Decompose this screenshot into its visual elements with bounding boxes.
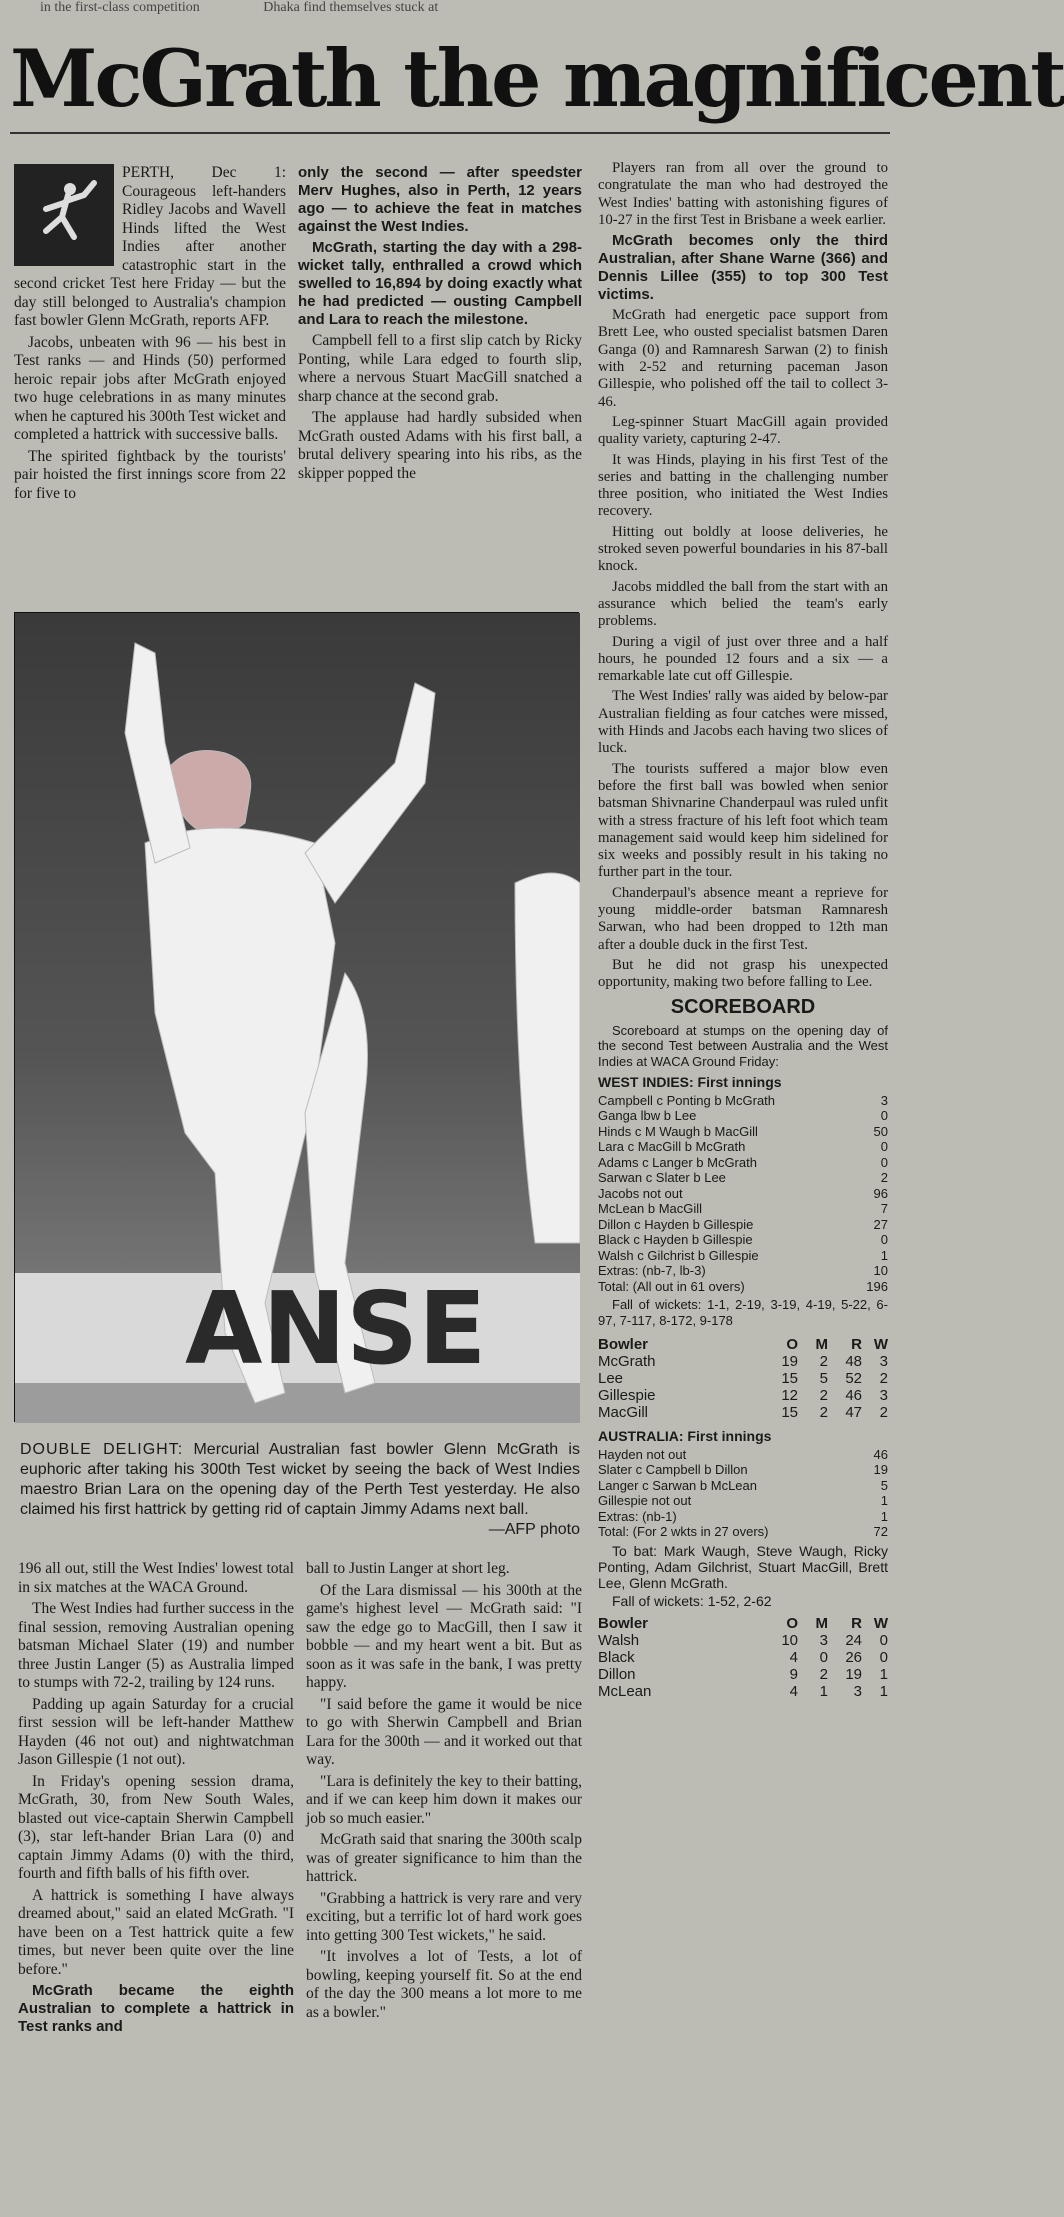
bowling-figure: 47 bbox=[845, 1404, 862, 1422]
batsman-dismissal: Dillon c Hayden b Gillespie bbox=[598, 1216, 754, 1232]
runs: 7 bbox=[880, 1201, 888, 1217]
bowling-row bbox=[598, 1632, 888, 1649]
bowling-figure: 19 bbox=[781, 1353, 798, 1371]
batsman-dismissal: Langer c Sarwan b McLean bbox=[598, 1477, 757, 1493]
article-column-2-cont bbox=[306, 1560, 582, 2025]
caption-text: Mercurial Australian fast bowler Glenn McGrath is euphoric after taking his 300th Test wicket by seeing the back of West Indies maestro Brian Lara on the opening day of the Perth Test yesterday. He also claimed his first hattrick by getting rid of captain Jimmy Adams next ball. bbox=[20, 1441, 580, 1518]
runs: 96 bbox=[873, 1185, 888, 1201]
scoreboard-title: SCOREBOARD bbox=[670, 996, 816, 1019]
runs: 0 bbox=[880, 1108, 888, 1124]
bowling-figure: 0 bbox=[879, 1632, 888, 1650]
cricket-bowler-icon bbox=[14, 164, 114, 266]
batsman-dismissal: Gillespie not out bbox=[598, 1493, 692, 1509]
batsman-dismissal: Hayden not out bbox=[598, 1446, 687, 1462]
bowling-figure: 2 bbox=[819, 1353, 828, 1371]
batsman-dismissal: Lara c MacGill b McGrath bbox=[598, 1139, 746, 1155]
paragraph: Campbell fell to a first slip catch by Ricky Ponting, while Lara edged to fourth slip, where a nervous Stuart MacGill snatched a sharp chance at the second grab. bbox=[298, 332, 582, 405]
bowling-figure: 3 bbox=[879, 1353, 888, 1371]
paragraph: The West Indies had further success in the final session, removing Australian opening batsman Michael Slater (19) and number three Justin Langer (5) as Australia limped to stumps with 72-2, trailing by 124 runs. bbox=[18, 1600, 294, 1691]
bowling-header-cell: Bowler bbox=[598, 1336, 649, 1354]
scoreboard-row bbox=[598, 1447, 888, 1463]
runs: 46 bbox=[873, 1446, 888, 1462]
bowling-header-cell: O bbox=[786, 1336, 798, 1354]
scoreboard-row bbox=[598, 1124, 888, 1140]
batsman-dismissal: Walsh c Gilchrist b Gillespie bbox=[598, 1247, 759, 1263]
batsman-dismissal: Slater c Campbell b Dillon bbox=[598, 1462, 748, 1478]
paragraph: McGrath said that snaring the 300th scalp was of greater significance to him than the hattrick. bbox=[306, 1831, 582, 1885]
paragraph: In Friday's opening session drama, McGrath, 30, from New South Wales, blasted out vice-captain Sherwin Campbell (3), star left-hander Brian Lara (0) and captain Jimmy Adams (0) with the third, fourth and fifth balls of his fifth over. bbox=[18, 1772, 294, 1882]
scoreboard-row bbox=[598, 1170, 888, 1186]
photo-caption bbox=[20, 1440, 580, 1540]
bowler-name: Black bbox=[598, 1649, 635, 1667]
bowling-figure: 12 bbox=[781, 1387, 798, 1405]
bowler-name: McLean bbox=[598, 1683, 652, 1701]
batsman-dismissal: Ganga lbw b Lee bbox=[598, 1108, 697, 1124]
paragraph: Jacobs middled the ball from the start with an assurance which belied the team's early problems. bbox=[598, 578, 888, 630]
scoreboard-row bbox=[598, 1217, 888, 1233]
bowling-figure: 10 bbox=[781, 1632, 798, 1650]
bowling-figure: 26 bbox=[845, 1649, 862, 1667]
scoreboard-row bbox=[598, 1279, 888, 1295]
paragraph: Leg-spinner Stuart MacGill again provided quality variety, capturing 2-47. bbox=[598, 413, 888, 448]
runs: 19 bbox=[873, 1462, 888, 1478]
paragraph: Chanderpaul's absence meant a reprieve for young middle-order batsman Ramnaresh Sarwan, who had been dropped to 12th man after a double duck in the first Test. bbox=[598, 884, 888, 953]
paragraph: "Lara is definitely the key to their batting, and if we can keep him down it makes our job so much easier." bbox=[306, 1772, 582, 1827]
runs: 2 bbox=[880, 1170, 888, 1186]
scoreboard-row bbox=[598, 1093, 888, 1109]
scoreboard-row bbox=[598, 1186, 888, 1202]
bowling-figure: 1 bbox=[819, 1683, 828, 1701]
paragraph: Of the Lara dismissal — his 300th at the game's highest level — McGrath said: "I saw the edge go to MacGill, then I saw it bobble — and my heart went a bit. But as soon as it was safe in the bank, I was pretty happy. bbox=[306, 1581, 582, 1691]
paragraph: The tourists suffered a major blow even before the first ball was bowled when senior batsman Shivnarine Chanderpaul was ruled unfit with a stress fracture of his left foot which team management said would keep him sidelined for six weeks and possibly result in his taking no further part in the tour. bbox=[598, 760, 888, 881]
batsman-dismissal: Total: (For 2 wkts in 27 overs) bbox=[598, 1524, 769, 1540]
bowling-figure: 3 bbox=[853, 1683, 862, 1701]
bowling-row bbox=[598, 1649, 888, 1666]
batsman-dismissal: Extras: (nb-7, lb-3) bbox=[598, 1263, 706, 1279]
paragraph: During a vigil of just over three and a half hours, he pounded 12 fours and a six — a remarkable late cut off Gillespie. bbox=[598, 633, 888, 685]
wi-bowling-list bbox=[598, 1632, 888, 1700]
paragraph: McGrath had energetic pace support from Brett Lee, who ousted specialist batsmen Daren Ganga (0) and Ramnaresh Sarwan (2) to finish with 2-52 and returning paceman Jason Gillespie, who polished off the tail to collect 3-46. bbox=[598, 307, 888, 410]
scoreboard bbox=[598, 1023, 888, 1701]
bowling-row bbox=[598, 1666, 888, 1683]
stadium-banner: ANSE bbox=[185, 1270, 487, 1387]
scoreboard-row bbox=[598, 1478, 888, 1494]
bowling-header-cell: R bbox=[851, 1336, 862, 1354]
paragraph: It was Hinds, playing in his first Test of the series and batting in the challenging number three position, who initiated the West Indies recovery. bbox=[598, 451, 888, 520]
bowling-figure: 24 bbox=[845, 1632, 862, 1650]
scoreboard-row bbox=[598, 1263, 888, 1279]
bowler-name: McGrath bbox=[598, 1353, 656, 1371]
bowling-figure: 2 bbox=[879, 1404, 888, 1422]
scoreboard-row bbox=[598, 1108, 888, 1124]
top-strip-right: Dhaka find themselves stuck at bbox=[263, 0, 439, 15]
aus-bowling-list bbox=[598, 1353, 888, 1421]
wi-innings-heading: WEST INDIES: First innings bbox=[598, 1074, 782, 1091]
bowling-figure: 2 bbox=[879, 1370, 888, 1388]
bowling-figure: 4 bbox=[789, 1683, 798, 1701]
bowler-name: Walsh bbox=[598, 1632, 640, 1650]
bowling-header-cell: R bbox=[851, 1615, 862, 1633]
bowling-row bbox=[598, 1404, 888, 1421]
bowler-name: MacGill bbox=[598, 1404, 649, 1422]
paragraph-bold: McGrath, starting the day with a 298-wicket tally, enthralled a crowd which swelled to 16,894 by doing exactly what he had predicted — ousting Campbell and Lara to reach the milestone. bbox=[298, 239, 582, 328]
headline: McGrath the magnificent bbox=[10, 32, 1064, 125]
bowling-figure: 15 bbox=[781, 1370, 798, 1388]
bowling-row bbox=[598, 1387, 888, 1404]
runs: 0 bbox=[880, 1139, 888, 1155]
bowler-name: Gillespie bbox=[598, 1387, 656, 1405]
runs: 10 bbox=[873, 1263, 888, 1279]
bowling-figure: 19 bbox=[845, 1666, 862, 1684]
bowling-figure: 15 bbox=[781, 1404, 798, 1422]
wi-batting-list bbox=[598, 1093, 888, 1295]
paragraph-bold: McGrath becomes only the third Australian, after Shane Warne (366) and Dennis Lillee (355) to top 300 Test victims. bbox=[598, 232, 888, 304]
bowling-row bbox=[598, 1353, 888, 1370]
runs: 0 bbox=[880, 1232, 888, 1248]
bowler-name: Lee bbox=[598, 1370, 624, 1388]
caption-lead: DOUBLE DELIGHT: bbox=[20, 1441, 184, 1458]
runs: 3 bbox=[880, 1092, 888, 1108]
paragraph: The West Indies' rally was aided by below-par Australian fielding as four catches were missed, with Hinds and Jacobs each having two slices of luck. bbox=[598, 688, 888, 757]
bowling-figure: 48 bbox=[845, 1353, 862, 1371]
paragraph: The spirited fightback by the tourists' pair hoisted the first innings score from 22 for five to bbox=[14, 447, 286, 502]
bowling-row bbox=[598, 1683, 888, 1700]
runs: 72 bbox=[873, 1524, 888, 1540]
batsman-dismissal: McLean b MacGill bbox=[598, 1201, 703, 1217]
scoreboard-row bbox=[598, 1155, 888, 1171]
bowling-header-cell: W bbox=[873, 1615, 888, 1633]
scoreboard-row bbox=[598, 1462, 888, 1478]
batsman-dismissal: Campbell c Ponting b McGrath bbox=[598, 1092, 776, 1108]
bowling-figure: 1 bbox=[879, 1666, 888, 1684]
bowling-header-cell: O bbox=[786, 1615, 798, 1633]
paragraph: A hattrick is something I have always dreamed about," said an elated McGrath. "I have been on a Test hattrick quite a few times, but never been quite over the line before." bbox=[18, 1886, 294, 1978]
paragraph: "Grabbing a hattrick is very rare and very exciting, but a terrific lot of hard work goes into getting 300 Test wickets," he said. bbox=[306, 1889, 582, 1944]
bowling-figure: 3 bbox=[879, 1387, 888, 1405]
runs: 0 bbox=[880, 1154, 888, 1170]
bowling-row bbox=[598, 1370, 888, 1387]
aus-to-bat: To bat: Mark Waugh, Steve Waugh, Ricky Ponting, Adam Gilchrist, Stuart MacGill, Brett Lee, Glenn McGrath. bbox=[598, 1542, 888, 1591]
bowling-header-cell: M bbox=[815, 1615, 828, 1633]
bowling-figure: 0 bbox=[819, 1649, 828, 1667]
paragraph: But he did not grasp his unexpected opportunity, making two before falling to Lee. bbox=[598, 956, 888, 991]
paragraph: Hitting out boldly at loose deliveries, he stroked seven powerful boundaries in his 87-ball knock. bbox=[598, 523, 888, 575]
aus-fall-of-wickets: Fall of wickets: 1-52, 2-62 bbox=[612, 1592, 772, 1609]
runs: 27 bbox=[873, 1216, 888, 1232]
scoreboard-intro: Scoreboard at stumps on the opening day of the second Test between Australia and the West Indies at WACA Ground Friday: bbox=[598, 1022, 888, 1069]
paragraph: ball to Justin Langer at short leg. bbox=[306, 1560, 510, 1577]
bowling-figure: 52 bbox=[845, 1370, 862, 1388]
article-column-1-cont bbox=[18, 1560, 294, 2039]
bowling-header bbox=[598, 1615, 888, 1632]
scoreboard-row bbox=[598, 1493, 888, 1509]
scoreboard-row bbox=[598, 1248, 888, 1264]
bowling-header-cell: W bbox=[873, 1336, 888, 1354]
paragraph: Padding up again Saturday for a crucial first session will be left-hander Matthew Hayden (46 not out) and nightwatchman Jason Gillespie (1 not out). bbox=[18, 1695, 294, 1768]
bowling-figure: 4 bbox=[789, 1649, 798, 1667]
paragraph: The applause had hardly subsided when McGrath ousted Adams with his first ball, a brutal delivery spearing into his ribs, as the skipper popped the bbox=[298, 409, 582, 482]
batsman-dismissal: Total: (All out in 61 overs) bbox=[598, 1278, 745, 1294]
runs: 50 bbox=[873, 1123, 888, 1139]
headline-rule bbox=[10, 132, 890, 134]
scoreboard-row bbox=[598, 1509, 888, 1525]
scoreboard-row bbox=[598, 1232, 888, 1248]
bowling-figure: 5 bbox=[819, 1370, 828, 1388]
bowling-header bbox=[598, 1336, 888, 1353]
paragraph: 196 all out, still the West Indies' lowest total in six matches at the WACA Ground. bbox=[18, 1560, 294, 1596]
bowling-figure: 2 bbox=[819, 1666, 828, 1684]
scoreboard-row bbox=[598, 1524, 888, 1540]
article-column-3 bbox=[598, 160, 888, 1700]
bowling-header-cell: Bowler bbox=[598, 1615, 649, 1633]
top-strip-left: in the first-class competition bbox=[40, 0, 200, 15]
bowling-figure: 46 bbox=[845, 1387, 862, 1405]
runs: 196 bbox=[866, 1278, 888, 1294]
batsman-dismissal: Jacobs not out bbox=[598, 1185, 683, 1201]
bowling-figure: 0 bbox=[879, 1649, 888, 1667]
paragraph: Players ran from all over the ground to congratulate the man who had destroyed the West Indies' batting with astonishing figures of 10-27 in the first Test in Brisbane a week earlier. bbox=[598, 160, 888, 228]
batsman-dismissal: Adams c Langer b McGrath bbox=[598, 1154, 757, 1170]
paragraph: PERTH, Dec 1: Courageous left-handers Ridley Jacobs and Wavell Hinds lifted the West Indies after another catastrophic start in the second cricket Test here Friday — but the day still belonged to Australia's champion fast bowler Glenn McGrath, reports AFP. bbox=[14, 164, 286, 329]
paragraph-bold: only the second — after speedster Merv Hughes, also in Perth, 12 years ago — to achieve the feat in matches against the West Indies. bbox=[298, 164, 582, 235]
bowling-figure: 1 bbox=[879, 1683, 888, 1701]
batsman-dismissal: Sarwan c Slater b Lee bbox=[598, 1170, 726, 1186]
bowling-figure: 2 bbox=[819, 1404, 828, 1422]
bowling-header-cell: M bbox=[815, 1336, 828, 1354]
paragraph: Jacobs, unbeaten with 96 — his best in Test ranks — and Hinds (50) performed heroic repair jobs after McGrath enjoyed two huge celebrations in as many minutes when he captured his 300th Test wicket and completed a hattrick with successive balls. bbox=[14, 333, 286, 443]
bowler-name: Dillon bbox=[598, 1666, 636, 1684]
bowling-figure: 3 bbox=[819, 1632, 828, 1650]
article-column-1 bbox=[14, 164, 286, 506]
runs: 1 bbox=[880, 1247, 888, 1263]
runs: 1 bbox=[880, 1493, 888, 1509]
paragraph: "It involves a lot of Tests, a lot of bowling, keeping yourself fit. So at the end of the day the 300 means a lot more to me as a bowler." bbox=[306, 1948, 582, 2021]
aus-innings-heading: AUSTRALIA: First innings bbox=[598, 1428, 772, 1445]
top-strip bbox=[0, 0, 899, 18]
photo-credit: —AFP photo bbox=[488, 1521, 580, 1538]
mcgrath-photo bbox=[14, 612, 579, 1422]
scoreboard-row bbox=[598, 1201, 888, 1217]
runs: 5 bbox=[880, 1477, 888, 1493]
article-column-2 bbox=[298, 164, 582, 486]
batsman-dismissal: Extras: (nb-1) bbox=[598, 1508, 677, 1524]
runs: 1 bbox=[880, 1508, 888, 1524]
bowling-figure: 2 bbox=[819, 1387, 828, 1405]
scoreboard-row bbox=[598, 1139, 888, 1155]
bowling-figure: 9 bbox=[789, 1666, 798, 1684]
batsman-dismissal: Hinds c M Waugh b MacGill bbox=[598, 1123, 758, 1139]
paragraph-bold: McGrath became the eighth Australian to complete a hattrick in Test ranks and bbox=[18, 1982, 294, 2035]
paragraph: "I said before the game it would be nice to go with Sherwin Campbell and Brian Lara for the 300th — and it worked out that way. bbox=[306, 1695, 582, 1768]
aus-batting-list bbox=[598, 1447, 888, 1540]
wi-fall-of-wickets: Fall of wickets: 1-1, 2-19, 3-19, 4-19, 5-22, 6-97, 7-117, 8-172, 9-178 bbox=[598, 1297, 888, 1328]
batsman-dismissal: Black c Hayden b Gillespie bbox=[598, 1232, 753, 1248]
